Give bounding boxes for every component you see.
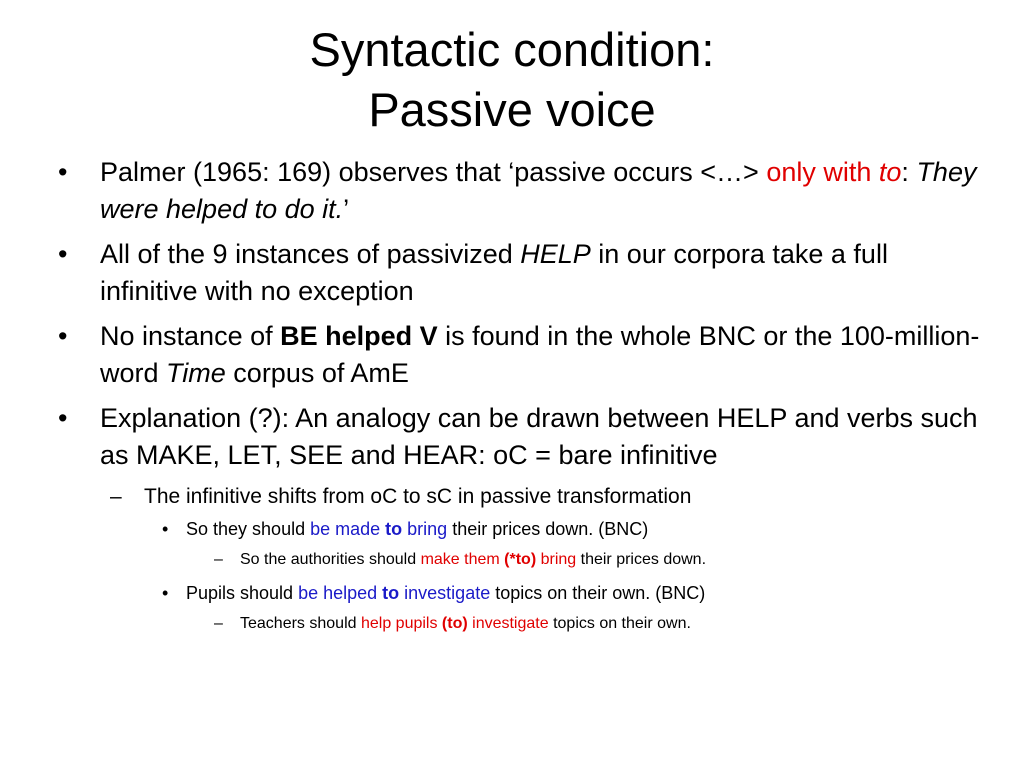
emphasis-text: (to) bbox=[441, 615, 468, 632]
bullet-palmer bbox=[58, 154, 988, 228]
emphasis-text: make them bbox=[420, 551, 505, 568]
sub-bullet-shift bbox=[110, 482, 988, 512]
bullet-dot: • bbox=[58, 239, 68, 269]
note-text: So the authorities should bbox=[240, 551, 421, 568]
emphasis-text: Time bbox=[166, 358, 226, 388]
emphasis-text: only with bbox=[766, 157, 879, 187]
bullet-dash: – bbox=[214, 551, 223, 568]
emphasis-text: investigate bbox=[399, 583, 491, 603]
example-text: So they should bbox=[186, 519, 311, 539]
emphasis-text: to bbox=[385, 519, 403, 539]
bullet-explanation bbox=[58, 400, 988, 474]
note-text: their prices down. bbox=[576, 551, 707, 568]
emphasis-text: be made bbox=[310, 519, 386, 539]
emphasis-text: to bbox=[878, 157, 902, 187]
emphasis-text: investigate bbox=[467, 615, 549, 632]
example-helped-note bbox=[214, 612, 988, 636]
emphasis-text: BE helped V bbox=[280, 321, 438, 351]
bullet-dot: • bbox=[162, 519, 169, 539]
emphasis-text: bring bbox=[536, 551, 577, 568]
sub-bullet-text: The infinitive shifts from oC to sC in passive transformation bbox=[144, 485, 692, 508]
title-line-1: Syntactic condition: bbox=[309, 23, 715, 76]
bullet-text: Palmer (1965: 169) observes that ‘passive occurs <…> bbox=[100, 157, 767, 187]
example-quote: They were helped to do it. bbox=[100, 157, 977, 224]
example-made bbox=[162, 516, 988, 542]
bullet-no-instance bbox=[58, 318, 988, 392]
example-made-note bbox=[214, 548, 988, 572]
emphasis-text: be helped bbox=[298, 583, 383, 603]
bullet-text: No instance of bbox=[100, 321, 281, 351]
bullet-dash: – bbox=[110, 485, 122, 508]
bullet-dot: • bbox=[58, 403, 68, 433]
bullet-text: is found in the whole BNC or the 100-million-word bbox=[100, 321, 980, 388]
emphasis-text: to bbox=[382, 583, 400, 603]
slide-title bbox=[0, 20, 1024, 140]
emphasis-text: help pupils bbox=[360, 615, 442, 632]
bullet-dot: • bbox=[162, 583, 169, 603]
note-text: Teachers should bbox=[240, 615, 361, 632]
note-text: topics on their own. bbox=[548, 615, 691, 632]
emphasis-text: (*to) bbox=[504, 551, 537, 568]
bullet-dot: • bbox=[58, 157, 68, 187]
example-text: their prices down. (BNC) bbox=[447, 519, 649, 539]
example-text: Pupils should bbox=[186, 583, 299, 603]
bullet-text: ’ bbox=[343, 194, 350, 224]
bullet-passivized-help bbox=[58, 236, 988, 310]
example-text: topics on their own. (BNC) bbox=[490, 583, 706, 603]
bullet-text: : bbox=[901, 157, 917, 187]
slide-body bbox=[58, 154, 988, 644]
bullet-text: corpus of AmE bbox=[225, 358, 409, 388]
emphasis-text: HELP bbox=[520, 239, 591, 269]
bullet-dot: • bbox=[58, 321, 68, 351]
bullet-text: All of the 9 instances of passivized bbox=[100, 239, 521, 269]
emphasis-text: bring bbox=[402, 519, 448, 539]
bullet-text: Explanation (?): An analogy can be drawn between HELP and verbs such as MAKE, LET, SEE and HEAR: oC = bare infinitive bbox=[100, 403, 978, 470]
bullet-text: in our corpora take a full infinitive with no exception bbox=[100, 239, 888, 306]
title-line-2: Passive voice bbox=[368, 83, 656, 136]
example-helped bbox=[162, 580, 988, 606]
bullet-dash: – bbox=[214, 615, 223, 632]
